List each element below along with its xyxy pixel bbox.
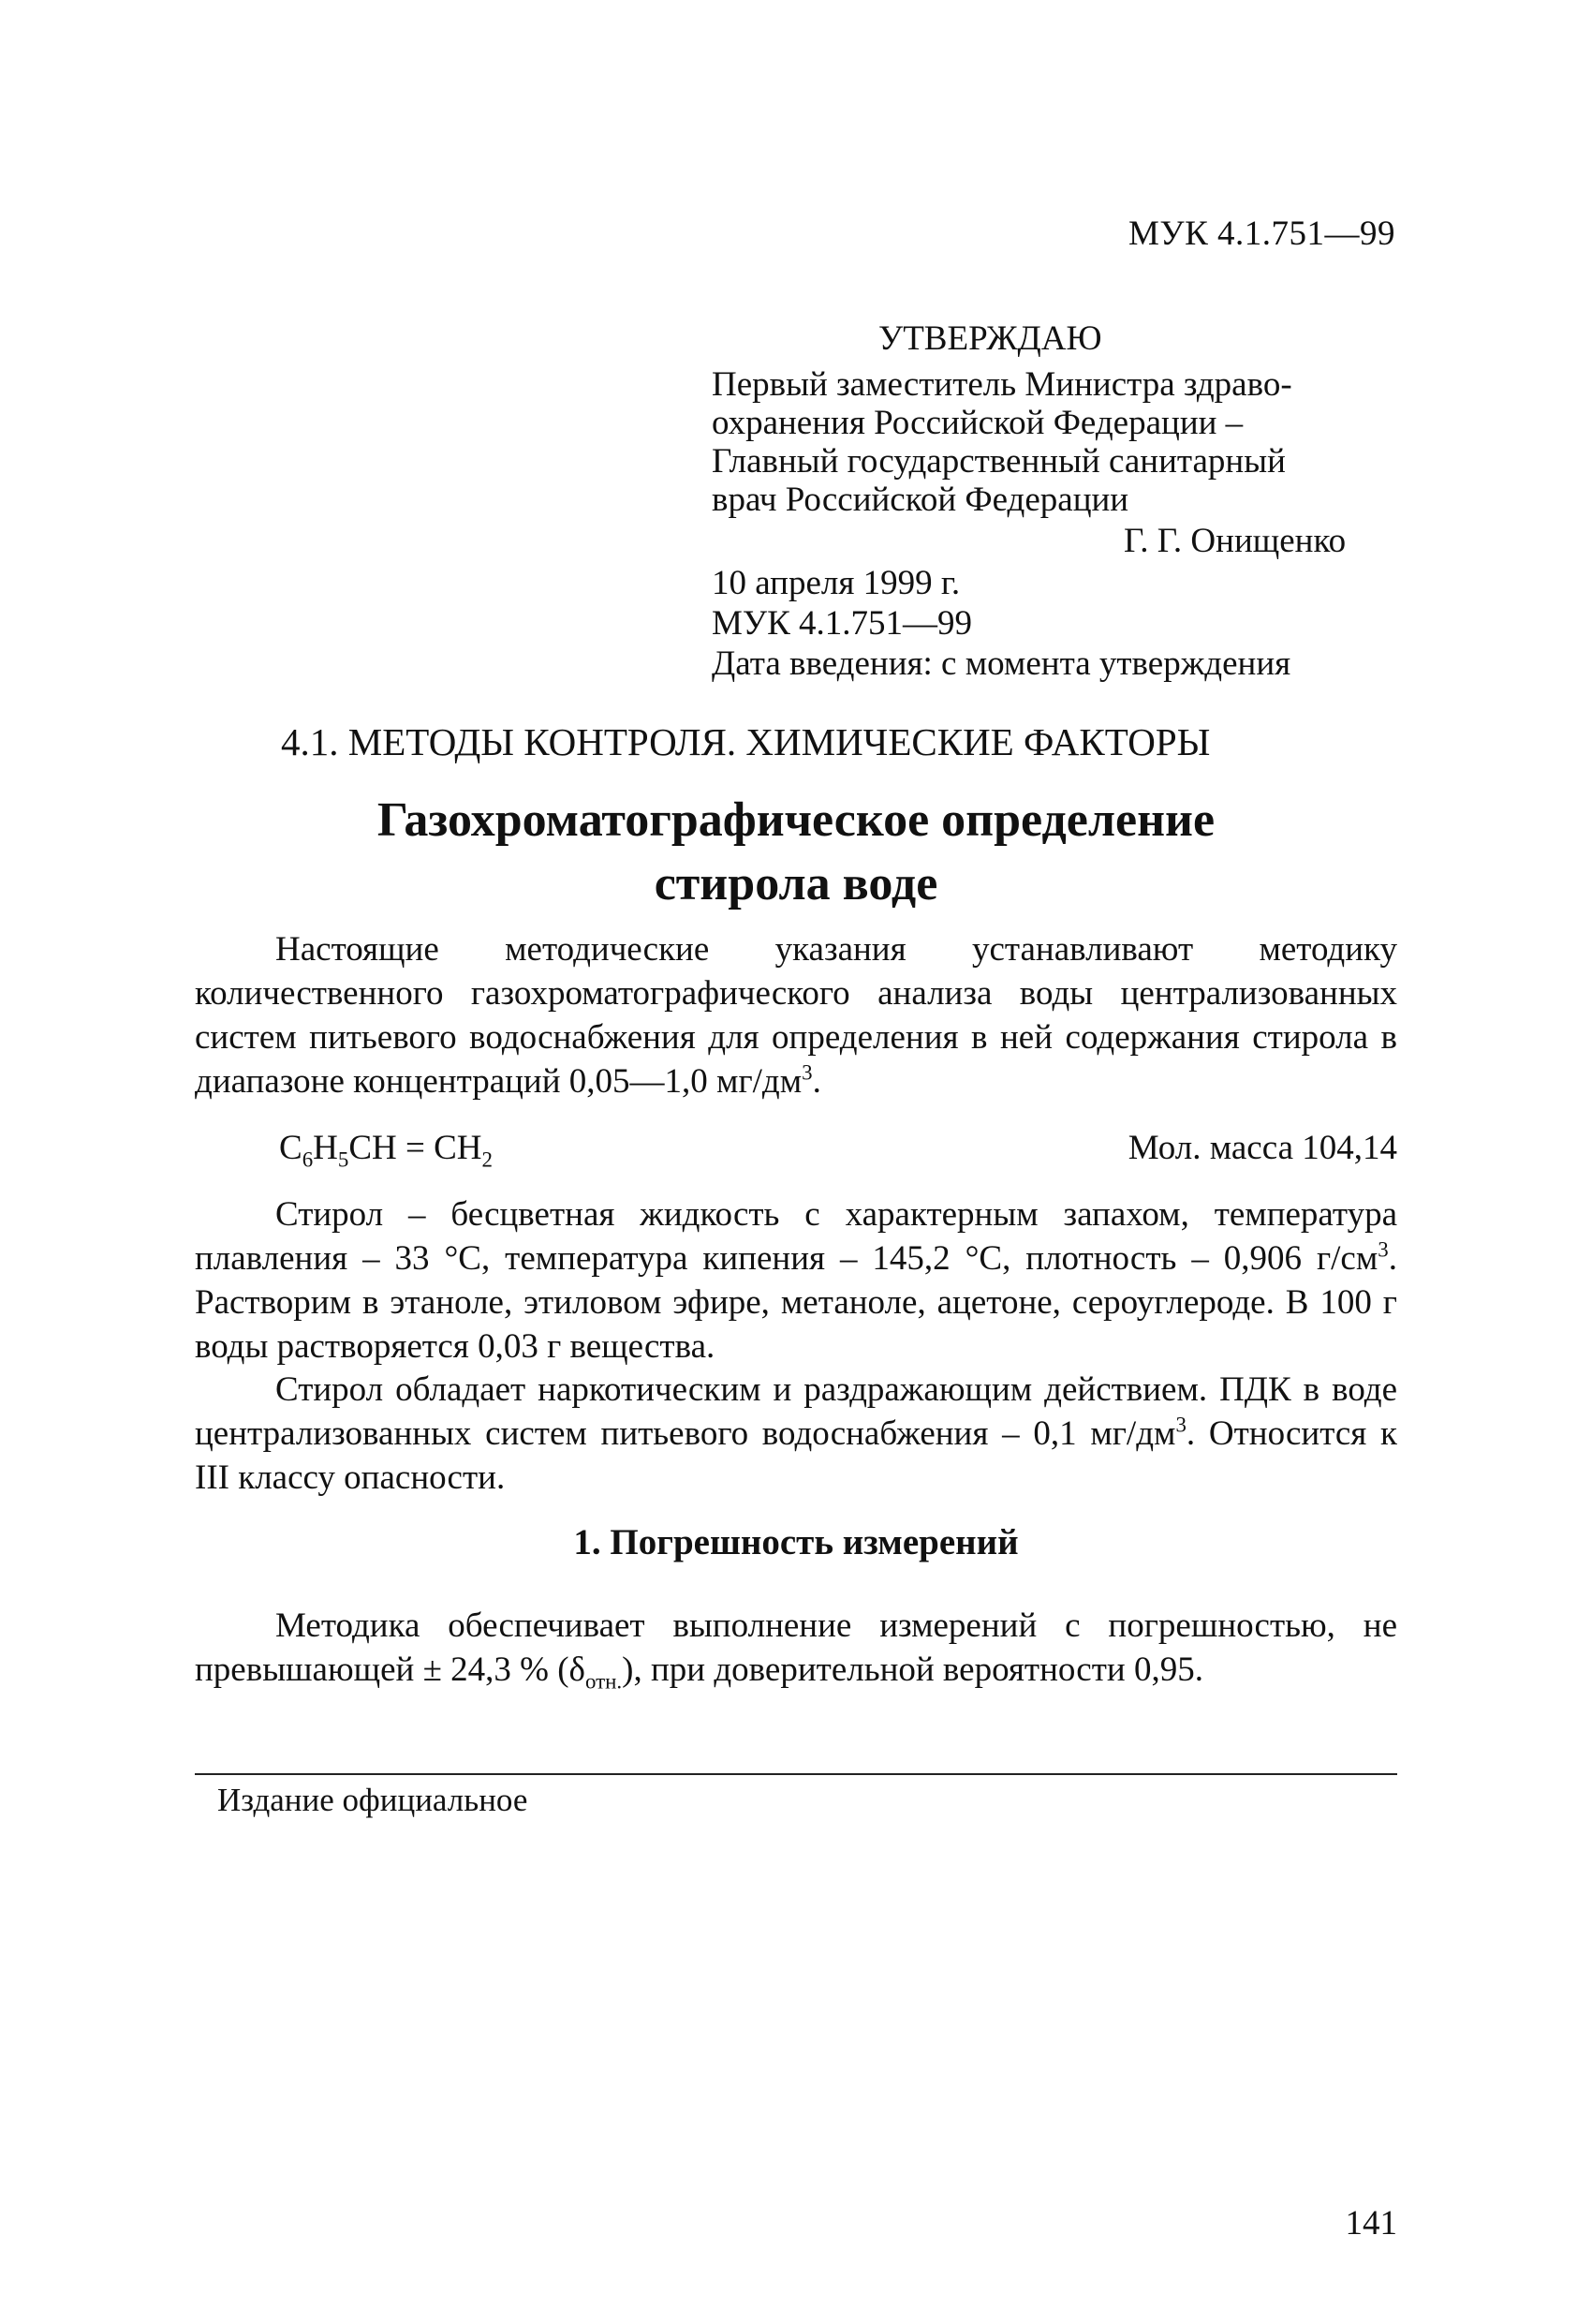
properties-text-b: . Растворим в этаноле, этиловом эфире, метаноле, ацетоне, сероуглероде. В 100 г воды растворяется 0,03 г вещества. (195, 1239, 1397, 1366)
formula-c-subscript: 6 (302, 1147, 314, 1172)
title-line-1: Газохроматографическое определение (376, 793, 1216, 847)
formula-h-subscript: 5 (337, 1147, 349, 1172)
section-1-paragraph (195, 1604, 1397, 1692)
section-1-heading: 1. Погрешность измерений (573, 1522, 1019, 1562)
chemical-formula (279, 1128, 493, 1172)
approval-document-code: МУК 4.1.751—99 (712, 604, 973, 643)
intro-superscript: 3 (802, 1060, 813, 1085)
properties-paragraph (195, 1192, 1397, 1369)
document-title (234, 789, 1358, 916)
formula-ch-subscript: 2 (481, 1147, 493, 1172)
section-heading: 4.1. МЕТОДЫ КОНТРОЛЯ. ХИМИЧЕСКИЕ ФАКТОРЫ (281, 720, 1211, 763)
page-number: 141 (1345, 2204, 1397, 2243)
approval-position-line-1: Первый заместитель Министра здраво- (712, 365, 1292, 404)
document-code-header: МУК 4.1.751—99 (1128, 215, 1395, 253)
approval-date: 10 апреля 1999 г. (712, 564, 961, 602)
approval-signatory: Г. Г. Онищенко (1124, 522, 1347, 560)
section-1-subscript: отн. (584, 1669, 623, 1694)
approval-heading: УТВЕРЖДАЮ (878, 319, 1102, 358)
intro-text: Настоящие методические указания устанавливают методику количественного газохроматографического анализа воды централизованных систем питьевого водоснабжения для определения в ней содержания стирола в диапазоне концентраций 0,05—1,0 мг/дм (195, 930, 1397, 1101)
footnote-divider (195, 1773, 1397, 1775)
toxicity-paragraph (195, 1368, 1397, 1500)
properties-superscript: 3 (1378, 1237, 1389, 1262)
formula-c: C (279, 1129, 302, 1167)
intro-tail: . (812, 1062, 821, 1101)
toxicity-text-a: Стирол обладает наркотическим и раздражающим действием. ПДК в воде централизованных систем питьевого водоснабжения – 0,1 мг/дм (195, 1370, 1397, 1453)
molecular-mass: Мол. масса 104,14 (1128, 1129, 1397, 1167)
formula-h: H (313, 1129, 338, 1167)
approval-position-line-3: Главный государственный санитарный (712, 442, 1286, 481)
edition-note: Издание официальное (217, 1782, 528, 1818)
properties-text-a: Стирол – бесцветная жидкость с характерным запахом, температура плавления – 33 °С, температура кипения – 145,2 °С, плотность – 0,906 г/см (195, 1195, 1397, 1278)
effective-date-note: Дата введения: с момента утверждения (712, 644, 1291, 683)
approval-position-line-4: врач Российской Федерации (712, 481, 1129, 519)
toxicity-superscript: 3 (1175, 1413, 1187, 1437)
approval-position-line-2: охранения Российской Федерации – (712, 404, 1244, 442)
formula-rest: CH = CH (348, 1129, 482, 1167)
toxicity-text-b: . Относится к III классу опасности. (195, 1414, 1397, 1497)
section-1-text-a: Методика обеспечивает выполнение измерений с погрешностью, не превышающей ± 24,3 % (δ (195, 1606, 1397, 1689)
section-1-text-b: ), при доверительной вероятности 0,95. (622, 1650, 1203, 1689)
title-line-2: стирола воде (654, 857, 938, 910)
intro-paragraph (195, 927, 1397, 1103)
